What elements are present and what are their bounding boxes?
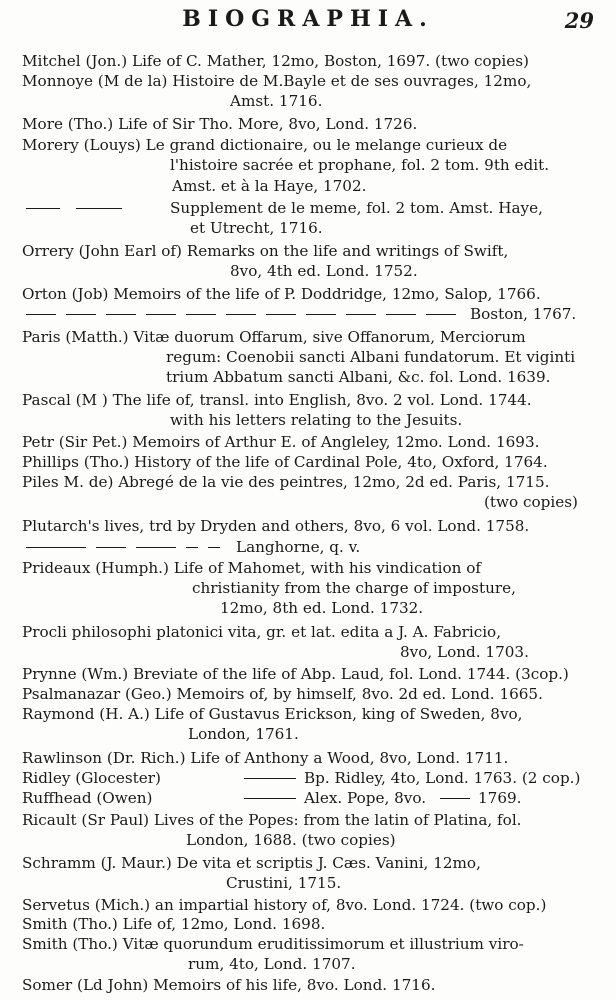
ditto-dash xyxy=(208,547,220,548)
ditto-dash xyxy=(76,208,122,209)
entry-line: Piles M. de) Abregé de la vie des peintres, 12mo, 2d ed. Paris, 1715. xyxy=(22,473,550,491)
ditto-dash xyxy=(226,314,256,315)
entry-line: Raymond (H. A.) Life of Gustavus Erickson, king of Sweden, 8vo, xyxy=(22,705,523,723)
ditto-dash xyxy=(186,547,198,548)
entry-line: Orton (Job) Memoirs of the life of P. Doddridge, 12mo, Salop, 1766. xyxy=(22,285,541,303)
ditto-dash xyxy=(306,314,336,315)
entry-line: 8vo, Lond. 1703. xyxy=(400,643,529,661)
entry-line: More (Tho.) Life of Sir Tho. More, 8vo, Lond. 1726. xyxy=(22,115,418,133)
entry-line: Mitchel (Jon.) Life of C. Mather, 12mo, Boston, 1697. (two copies) xyxy=(22,52,529,70)
entry-line: Rawlinson (Dr. Rich.) Life of Anthony a Wood, 8vo, Lond. 1711. xyxy=(22,749,509,767)
ditto-dash xyxy=(26,547,86,548)
entry-line: Smith (Tho.) Vitæ quorundum eruditissimorum et illustrium viro- xyxy=(22,935,524,953)
entry-line: trium Abbatum sancti Albani, &c. fol. Lond. 1639. xyxy=(166,368,551,386)
entry-line: Servetus (Mich.) an impartial history of, 8vo. Lond. 1724. (two cop.) xyxy=(22,896,547,914)
entry-line: Langhorne, q. v. xyxy=(236,538,361,556)
entry-line: 1769. xyxy=(478,789,522,807)
entry-line: regum: Coenobii sancti Albani fundatorum. Et viginti xyxy=(166,348,576,366)
entry-line: Prideaux (Humph.) Life of Mahomet, with his vindication of xyxy=(22,559,482,577)
ditto-dash xyxy=(426,314,456,315)
ditto-dash xyxy=(440,798,470,799)
entry-line: London, 1688. (two copies) xyxy=(186,831,396,849)
entry-line: Morery (Louys) Le grand dictionaire, ou le melange curieux de xyxy=(22,136,508,154)
entry-line: Ridley (Glocester) xyxy=(22,769,161,787)
entry-line: with his letters relating to the Jesuits. xyxy=(170,411,463,429)
entry-line: Psalmanazar (Geo.) Memoirs of, by himself, 8vo. 2d ed. Lond. 1665. xyxy=(22,685,543,703)
entry-line: Procli philosophi platonici vita, gr. et lat. edita a J. A. Fabricio, xyxy=(22,623,502,641)
ditto-dash xyxy=(186,314,216,315)
ditto-dash xyxy=(346,314,376,315)
entry-line: Ruffhead (Owen) xyxy=(22,789,153,807)
entry-line: et Utrecht, 1716. xyxy=(190,219,323,237)
entry-line: Supplement de le meme, fol. 2 tom. Amst. Haye, xyxy=(170,199,543,217)
entry-line: 12mo, 8th ed. Lond. 1732. xyxy=(220,599,424,617)
entry-line: christianity from the charge of imposture, xyxy=(192,579,516,597)
entry-line: Plutarch's lives, trd by Dryden and others, 8vo, 6 vol. Lond. 1758. xyxy=(22,517,530,535)
entry-line: Somer (Ld John) Memoirs of his life, 8vo. Lond. 1716. xyxy=(22,976,436,994)
ditto-dash xyxy=(66,314,96,315)
ditto-dash xyxy=(266,314,296,315)
entry-line: Pascal (M ) The life of, transl. into English, 8vo. 2 vol. Lond. 1744. xyxy=(22,391,532,409)
ditto-dash xyxy=(244,798,296,799)
entry-line: Petr (Sir Pet.) Memoirs of Arthur E. of Angleley, 12mo. Lond. 1693. xyxy=(22,433,540,451)
entry-line: Amst. et à la Haye, 1702. xyxy=(172,177,367,195)
entry-line: Alex. Pope, 8vo. xyxy=(304,789,427,807)
running-title: BIOGRAPHIA. xyxy=(182,6,434,32)
entry-line: Smith (Tho.) Life of, 12mo, Lond. 1698. xyxy=(22,915,326,933)
ditto-dash xyxy=(136,547,176,548)
ditto-dash xyxy=(106,314,136,315)
entry-line: (two copies) xyxy=(484,493,578,511)
entry-line: Amst. 1716. xyxy=(230,92,323,110)
entry-line: rum, 4to, Lond. 1707. xyxy=(188,955,356,973)
ditto-dash xyxy=(146,314,176,315)
entry-line: Schramm (J. Maur.) De vita et scriptis J. Cæs. Vanini, 12mo, xyxy=(22,854,481,872)
entry-line: 8vo, 4th ed. Lond. 1752. xyxy=(230,262,418,280)
entry-line: l'histoire sacrée et prophane, fol. 2 tom. 9th edit. xyxy=(170,156,550,174)
entry-line: Ricault (Sr Paul) Lives of the Popes: from the latin of Platina, fol. xyxy=(22,811,522,829)
ditto-dash xyxy=(26,314,56,315)
page-number: 29 xyxy=(564,8,594,33)
entry-line: Prynne (Wm.) Breviate of the life of Abp. Laud, fol. Lond. 1744. (3cop.) xyxy=(22,665,569,683)
entry-line: Phillips (Tho.) History of the life of Cardinal Pole, 4to, Oxford, 1764. xyxy=(22,453,548,471)
ditto-dash xyxy=(26,208,60,209)
entry-line: Paris (Matth.) Vitæ duorum Offarum, sive Offanorum, Merciorum xyxy=(22,328,526,346)
entry-line: London, 1761. xyxy=(188,725,299,743)
ditto-dash xyxy=(244,778,296,779)
entry-line: Crustini, 1715. xyxy=(226,874,342,892)
entry-line: Boston, 1767. xyxy=(470,305,577,323)
entry-line: Bp. Ridley, 4to, Lond. 1763. (2 cop.) xyxy=(304,769,581,787)
entry-line: Monnoye (M de la) Histoire de M.Bayle et de ses ouvrages, 12mo, xyxy=(22,72,532,90)
ditto-dash xyxy=(386,314,416,315)
ditto-dash xyxy=(96,547,126,548)
entry-line: Orrery (John Earl of) Remarks on the life and writings of Swift, xyxy=(22,242,509,260)
